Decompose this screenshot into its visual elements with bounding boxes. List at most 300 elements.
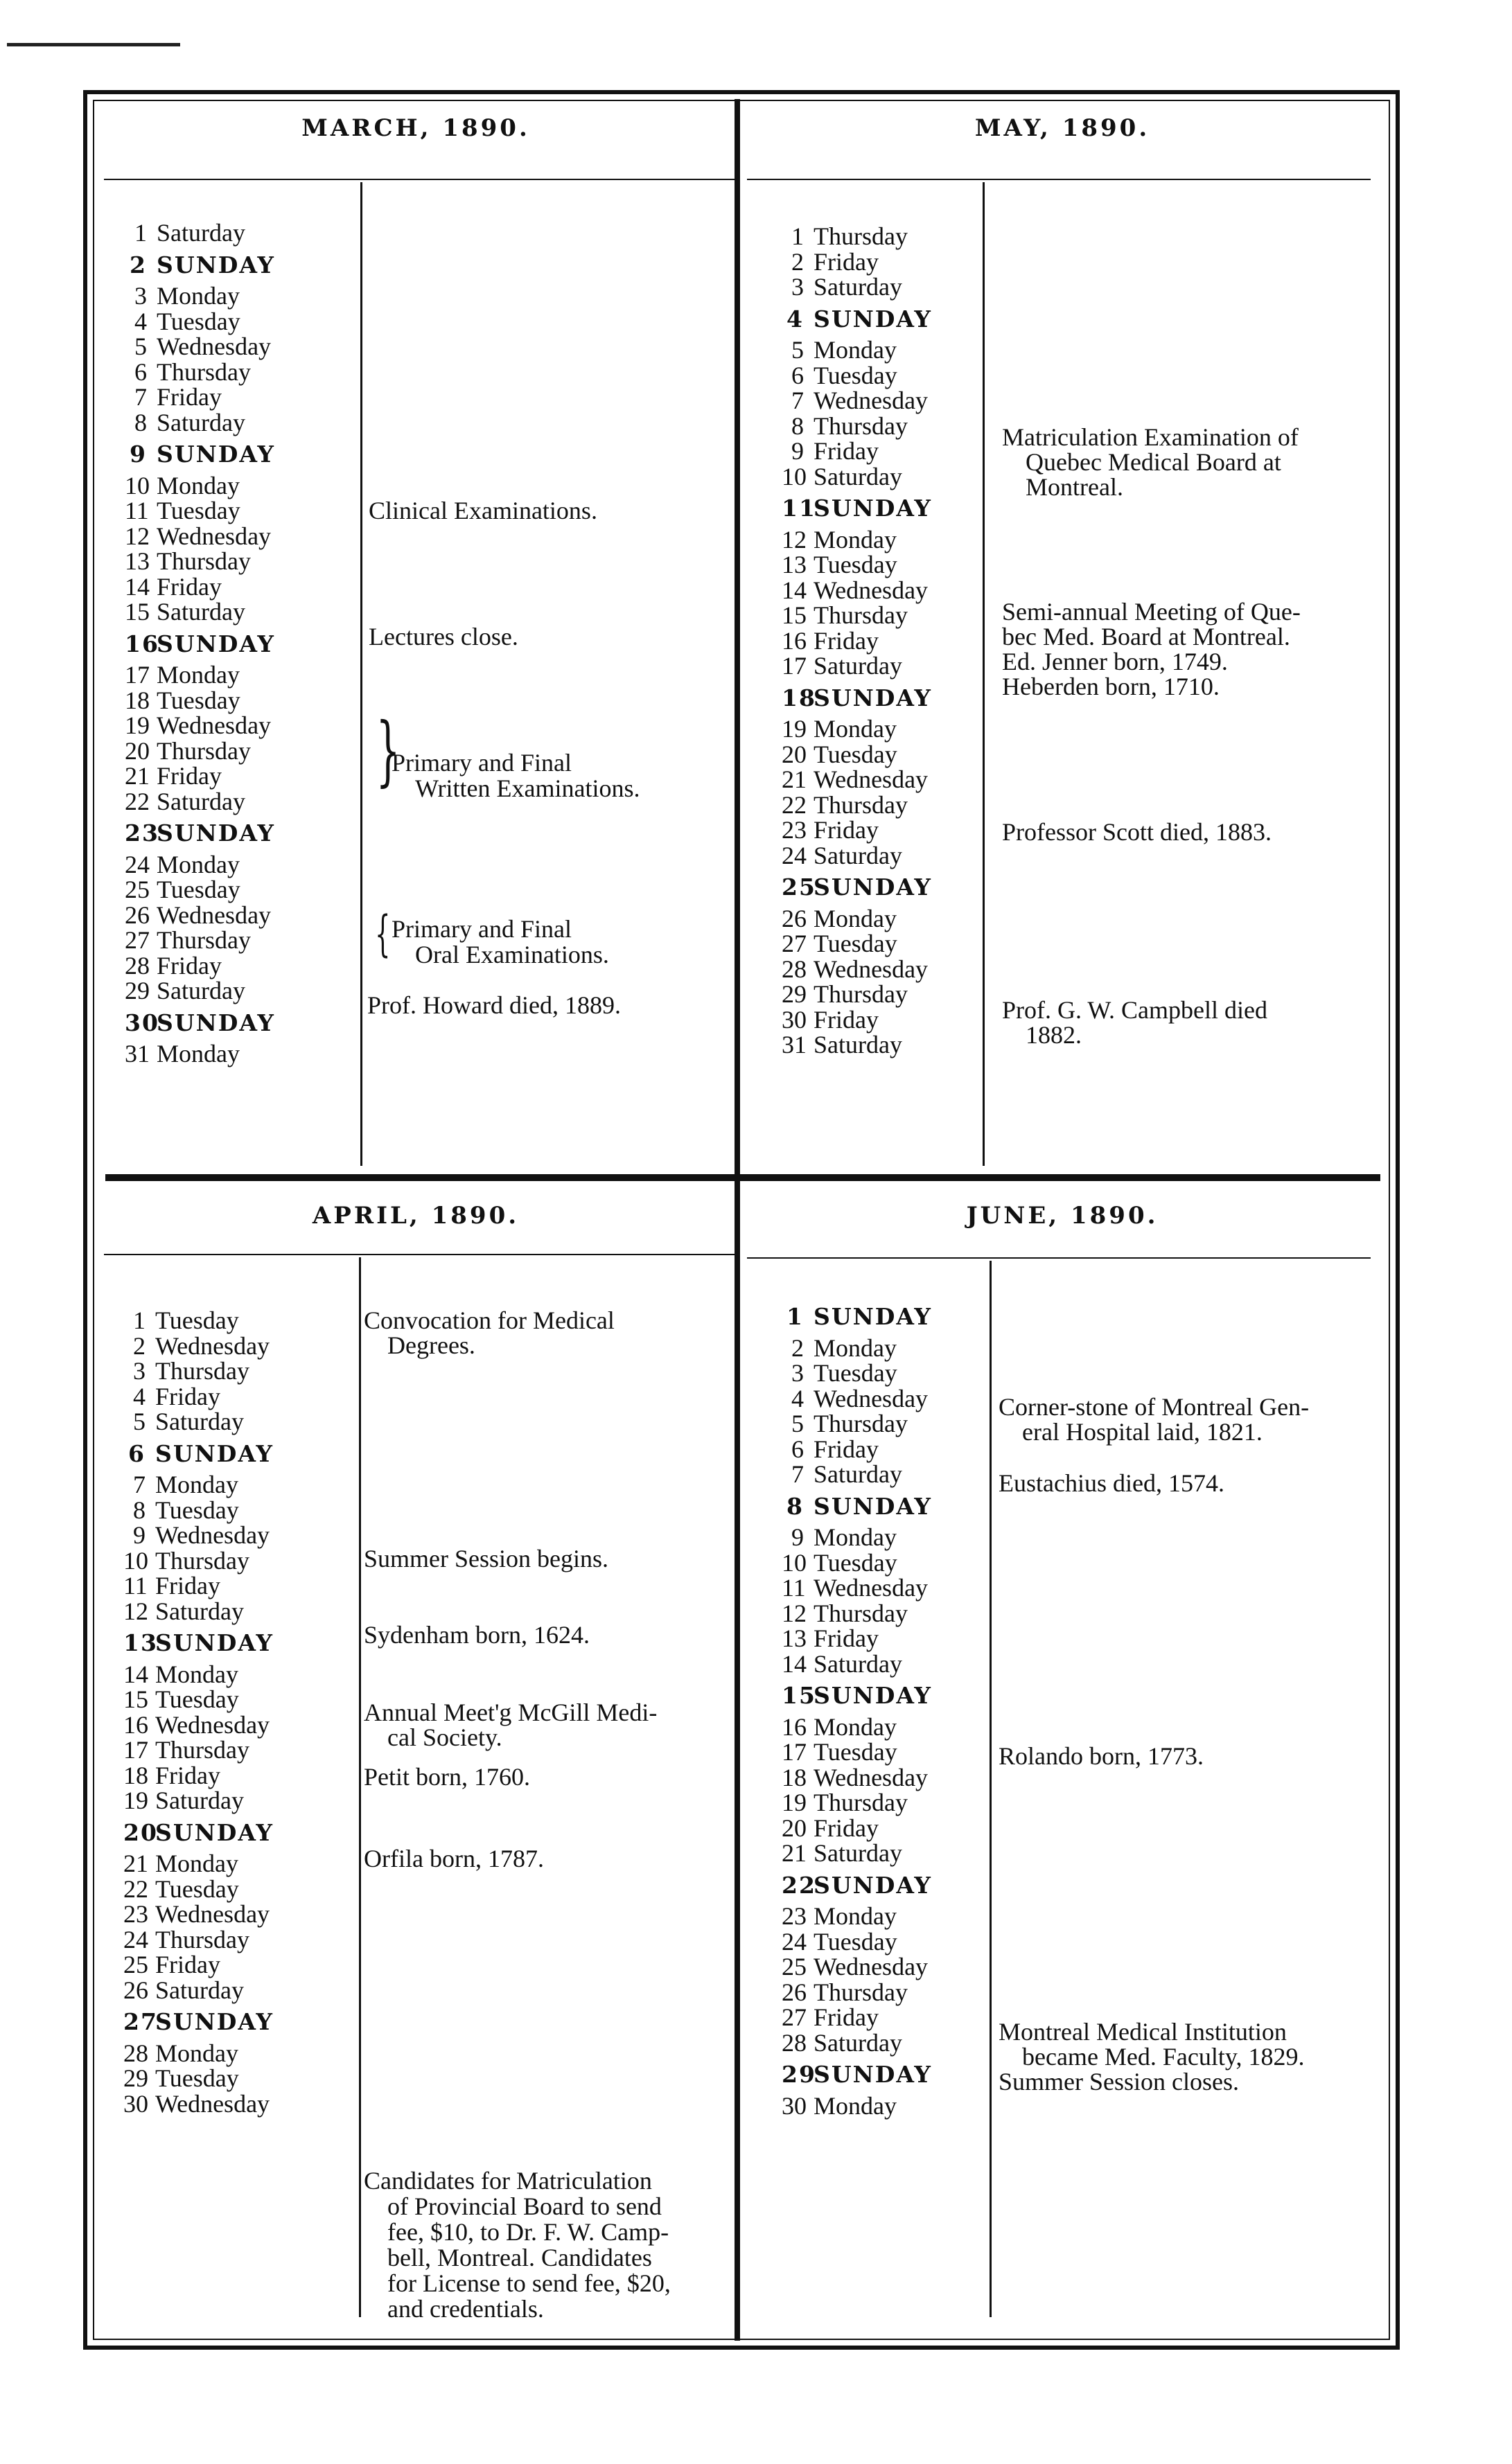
day-row xyxy=(782,982,932,1007)
event-annual-line2: cal Society. xyxy=(387,1723,502,1751)
day-number: 11 xyxy=(782,1574,806,1602)
day-name: Tuesday xyxy=(155,1874,239,1903)
event-campbell-line2: 1882. xyxy=(1026,1021,1082,1049)
day-name: Monday xyxy=(814,336,897,364)
day-row xyxy=(125,410,275,436)
day-row xyxy=(125,574,275,600)
day-row xyxy=(782,1437,932,1462)
day-number: 16 xyxy=(125,630,159,657)
day-row xyxy=(782,1626,932,1651)
day-row xyxy=(782,578,932,603)
day-number: 14 xyxy=(123,1660,148,1688)
day-row xyxy=(125,384,275,410)
day-number: 1 xyxy=(133,1306,146,1334)
day-number: 13 xyxy=(782,551,807,578)
day-number: 10 xyxy=(123,1546,148,1575)
day-row xyxy=(123,1358,274,1384)
day-row xyxy=(125,928,275,953)
event-cand-line4: bell, Montreal. Candidates xyxy=(387,2244,652,2271)
day-name: SUNDAY xyxy=(155,1439,274,1467)
event-written xyxy=(392,750,640,801)
day-number: 4 xyxy=(791,1384,804,1412)
sunday-row xyxy=(125,821,275,847)
day-name: SUNDAY xyxy=(814,684,932,711)
top-left-smudge xyxy=(7,43,180,46)
day-name: Tuesday xyxy=(157,497,240,524)
day-number: 17 xyxy=(782,652,807,680)
day-name: SUNDAY xyxy=(814,305,932,333)
day-name: Wednesday xyxy=(814,576,929,604)
day-row xyxy=(782,742,932,768)
sunday-row xyxy=(782,875,932,901)
day-number: 19 xyxy=(125,711,150,739)
day-name: Friday xyxy=(155,1572,220,1599)
day-number: 10 xyxy=(782,462,807,490)
month-title: APRIL, 1890. xyxy=(312,1202,520,1230)
day-number: 18 xyxy=(125,686,150,714)
day-number: 7 xyxy=(134,383,147,411)
day-number: 10 xyxy=(125,471,150,499)
day-name: Monday xyxy=(814,1712,897,1741)
event-oral-line2: Oral Examinations. xyxy=(415,941,609,968)
event-lectures: Lectures close. xyxy=(369,623,518,650)
event-semi-annual xyxy=(1002,599,1301,699)
day-row xyxy=(782,527,932,553)
day-number: 2 xyxy=(133,1331,146,1360)
event-orfila: Orfila born, 1787. xyxy=(364,1845,544,1872)
day-row xyxy=(782,1765,932,1791)
day-name: Thursday xyxy=(155,1925,249,1953)
event-cand-line3: fee, $10, to Dr. F. W. Camp- xyxy=(387,2218,669,2246)
sunday-row xyxy=(123,2010,274,2035)
event-semi-line1: Semi-annual Meeting of Que- xyxy=(1002,598,1301,626)
day-name: Wednesday xyxy=(157,522,272,550)
day-name: Tuesday xyxy=(155,1496,239,1524)
day-number: 5 xyxy=(134,333,147,360)
day-name: Friday xyxy=(157,762,222,790)
day-row xyxy=(782,1360,932,1386)
day-number: 3 xyxy=(791,273,804,301)
sunday-row xyxy=(125,253,275,278)
day-name: Saturday xyxy=(155,1408,244,1435)
day-name: Monday xyxy=(157,282,240,310)
month-title: MAY, 1890. xyxy=(974,114,1150,142)
day-row xyxy=(125,549,275,574)
event-scott: Professor Scott died, 1883. xyxy=(1002,818,1272,846)
day-row xyxy=(123,1384,274,1410)
day-row xyxy=(125,220,275,246)
day-number: 12 xyxy=(782,1599,807,1627)
day-row xyxy=(782,957,932,982)
day-list xyxy=(782,224,932,1058)
day-number: 25 xyxy=(123,1951,148,1978)
day-number: 24 xyxy=(125,850,150,878)
day-number: 15 xyxy=(782,601,807,629)
day-name: Wednesday xyxy=(814,1763,929,1791)
day-row xyxy=(125,713,275,738)
day-number: 15 xyxy=(125,598,150,626)
day-number: 14 xyxy=(125,572,150,601)
event-inst-line1: Montreal Medical Institution xyxy=(999,2018,1287,2046)
day-row xyxy=(782,1411,932,1437)
day-row xyxy=(782,337,932,363)
day-row xyxy=(123,2091,274,2117)
day-row xyxy=(123,1523,274,1548)
day-row xyxy=(782,817,932,843)
event-clinical: Clinical Examinations. xyxy=(369,497,597,524)
day-number: 17 xyxy=(782,1738,807,1766)
april-section xyxy=(97,1181,735,2345)
day-name: Saturday xyxy=(814,652,902,680)
day-number: 25 xyxy=(125,876,150,903)
day-number: 17 xyxy=(123,1736,148,1764)
day-name: Wednesday xyxy=(814,1574,929,1602)
day-number: 21 xyxy=(123,1850,148,1877)
event-matriculation xyxy=(1002,425,1299,499)
day-name: Wednesday xyxy=(155,2089,270,2118)
day-name: Monday xyxy=(155,1850,238,1877)
day-number: 9 xyxy=(133,1521,146,1549)
day-name: Thursday xyxy=(814,1599,908,1627)
day-name: Wednesday xyxy=(155,1521,270,1549)
sunday-row xyxy=(782,2062,932,2088)
day-number: 24 xyxy=(123,1925,148,1953)
day-number: 27 xyxy=(782,930,807,957)
day-row xyxy=(782,1575,932,1601)
day-number: 6 xyxy=(128,1439,146,1467)
day-name: Thursday xyxy=(814,222,908,250)
day-number: 27 xyxy=(123,2008,158,2035)
day-row xyxy=(782,603,932,628)
event-candidates xyxy=(364,2168,671,2322)
sunday-row xyxy=(125,442,275,468)
day-name: Saturday xyxy=(155,1787,244,1814)
day-row xyxy=(125,334,275,360)
day-number: 22 xyxy=(125,787,150,815)
day-row xyxy=(123,1712,274,1738)
event-matric-line3: Montreal. xyxy=(1026,473,1123,501)
day-row xyxy=(123,1902,274,1927)
day-row xyxy=(125,662,275,688)
event-summer-begins: Summer Session begins. xyxy=(364,1545,609,1572)
day-number: 21 xyxy=(782,1839,807,1867)
day-name: Saturday xyxy=(155,1976,244,2004)
event-campbell-line1: Prof. G. W. Campbell died xyxy=(1002,996,1267,1024)
day-name: Thursday xyxy=(155,1736,249,1764)
day-row xyxy=(782,2030,932,2056)
day-row xyxy=(782,1841,932,1866)
event-written-line1: Primary and Final xyxy=(392,749,572,777)
day-row xyxy=(123,1599,274,1624)
day-name: Monday xyxy=(157,661,240,689)
day-name: SUNDAY xyxy=(814,874,932,901)
day-name: SUNDAY xyxy=(814,1492,932,1520)
sunday-row xyxy=(782,1873,932,1899)
day-row xyxy=(123,1333,274,1359)
day-row xyxy=(125,978,275,1004)
day-row xyxy=(125,498,275,524)
event-column-rule xyxy=(359,1257,361,2317)
day-number: 12 xyxy=(125,522,150,550)
day-number: 20 xyxy=(123,1818,158,1846)
day-name: Thursday xyxy=(155,1546,249,1575)
day-row xyxy=(123,1874,274,1903)
day-number: 19 xyxy=(782,715,807,743)
day-name: SUNDAY xyxy=(814,1871,932,1899)
day-list xyxy=(782,1297,932,2118)
day-name: SUNDAY xyxy=(814,2061,932,2088)
day-name: Friday xyxy=(155,1951,220,1978)
day-number: 24 xyxy=(782,841,807,869)
day-row xyxy=(123,1851,274,1877)
day-number: 15 xyxy=(782,1682,816,1709)
sunday-row xyxy=(782,307,932,333)
day-name: SUNDAY xyxy=(157,441,275,468)
day-row xyxy=(782,716,932,742)
event-corner-line2: eral Hospital laid, 1821. xyxy=(1022,1418,1263,1446)
day-name: Monday xyxy=(155,1660,238,1688)
day-row xyxy=(782,1954,932,1980)
day-row xyxy=(125,524,275,549)
day-number: 19 xyxy=(123,1787,148,1814)
day-row xyxy=(123,1927,274,1953)
day-number: 2 xyxy=(791,1333,804,1362)
day-number: 29 xyxy=(125,977,150,1004)
day-name: Thursday xyxy=(157,357,251,386)
day-number: 29 xyxy=(782,2061,816,2088)
brace-oral: { xyxy=(375,905,391,962)
day-name: Friday xyxy=(814,816,879,844)
event-convocation-line1: Convocation for Medical xyxy=(364,1306,615,1334)
day-number: 1 xyxy=(786,1303,804,1330)
day-name: Tuesday xyxy=(814,740,897,768)
event-eustachius: Eustachius died, 1574. xyxy=(999,1469,1224,1497)
day-number: 11 xyxy=(125,497,149,524)
day-row xyxy=(782,843,932,869)
day-name: Monday xyxy=(157,471,240,499)
day-name: Friday xyxy=(814,1624,879,1652)
day-number: 21 xyxy=(125,762,150,790)
day-name: Monday xyxy=(155,1471,238,1498)
day-row xyxy=(125,738,275,764)
day-name: Thursday xyxy=(814,790,908,819)
day-name: Friday xyxy=(814,437,879,465)
event-cand-line5: for License to send fee, $20, xyxy=(387,2269,671,2297)
event-campbell xyxy=(1002,998,1267,1047)
day-name: Wednesday xyxy=(157,711,272,739)
day-name: Saturday xyxy=(814,1460,902,1488)
day-row xyxy=(782,1714,932,1740)
day-row xyxy=(125,763,275,789)
day-name: SUNDAY xyxy=(814,495,932,522)
day-number: 4 xyxy=(134,307,147,335)
day-name: Wednesday xyxy=(155,1331,270,1360)
day-row xyxy=(123,1548,274,1574)
day-number: 30 xyxy=(782,1005,807,1034)
day-name: Thursday xyxy=(157,926,251,954)
event-column-rule xyxy=(360,182,362,1166)
event-corner-line1: Corner-stone of Montreal Gen- xyxy=(999,1393,1310,1421)
day-name: Saturday xyxy=(814,1839,902,1867)
day-name: Thursday xyxy=(814,980,908,1008)
day-name: Saturday xyxy=(157,977,245,1004)
day-name: Saturday xyxy=(157,219,245,247)
day-name: Thursday xyxy=(814,1410,908,1437)
day-number: 5 xyxy=(791,1410,804,1437)
day-name: Monday xyxy=(814,715,897,743)
day-name: Monday xyxy=(155,2039,238,2067)
may-section xyxy=(740,99,1384,1173)
day-row xyxy=(782,1739,932,1765)
event-annual-meeting xyxy=(364,1700,657,1750)
day-row xyxy=(782,1929,932,1955)
day-name: Thursday xyxy=(814,1789,908,1816)
day-row xyxy=(123,1788,274,1814)
day-number: 30 xyxy=(782,2091,807,2120)
day-name: Monday xyxy=(814,1333,897,1362)
day-name: SUNDAY xyxy=(814,1303,932,1330)
day-number: 2 xyxy=(130,251,147,278)
day-number: 23 xyxy=(125,819,159,847)
day-name: Wednesday xyxy=(814,955,929,983)
day-number: 1 xyxy=(134,219,147,247)
day-number: 21 xyxy=(782,765,807,793)
sunday-row xyxy=(782,1494,932,1520)
day-row xyxy=(782,363,932,389)
day-row xyxy=(123,1952,274,1978)
day-number: 13 xyxy=(125,547,150,575)
day-number: 3 xyxy=(134,282,147,310)
day-name: Friday xyxy=(814,1005,879,1034)
event-howard: Prof. Howard died, 1889. xyxy=(367,991,621,1019)
day-name: Friday xyxy=(155,1761,220,1789)
june-section xyxy=(740,1181,1384,2345)
day-number: 18 xyxy=(782,1763,807,1791)
day-number: 17 xyxy=(125,661,150,689)
day-number: 12 xyxy=(782,525,807,553)
day-row xyxy=(782,1007,932,1033)
event-sydenham: Sydenham born, 1624. xyxy=(364,1621,590,1649)
day-number: 6 xyxy=(134,357,147,386)
day-row xyxy=(782,1790,932,1816)
sunday-row xyxy=(123,1631,274,1656)
day-number: 22 xyxy=(782,790,807,819)
day-name: Friday xyxy=(814,1435,879,1463)
day-row xyxy=(782,1980,932,2005)
day-row xyxy=(782,1816,932,1841)
sunday-row xyxy=(782,496,932,522)
event-column-rule xyxy=(983,182,985,1166)
day-name: Wednesday xyxy=(814,387,929,414)
day-row xyxy=(125,688,275,714)
day-name: SUNDAY xyxy=(155,1818,274,1846)
day-number: 27 xyxy=(782,2003,807,2031)
day-number: 22 xyxy=(123,1874,148,1903)
day-row xyxy=(782,249,932,275)
day-number: 31 xyxy=(125,1040,150,1067)
day-row xyxy=(125,877,275,903)
sunday-row xyxy=(123,1439,274,1467)
day-name: Wednesday xyxy=(155,1710,270,1739)
event-written-line2: Written Examinations. xyxy=(415,774,640,802)
month-title: JUNE, 1890. xyxy=(966,1202,1159,1230)
day-number: 2 xyxy=(791,247,804,276)
day-number: 12 xyxy=(123,1597,148,1625)
day-number: 8 xyxy=(791,411,804,440)
day-number: 13 xyxy=(123,1629,158,1656)
sunday-row xyxy=(123,1820,274,1846)
day-name: Friday xyxy=(814,2003,879,2031)
day-name: Tuesday xyxy=(814,1738,897,1766)
day-number: 26 xyxy=(782,904,807,932)
day-row xyxy=(782,2005,932,2030)
brace-written: } xyxy=(376,706,401,795)
day-row xyxy=(782,274,932,300)
day-name: Saturday xyxy=(814,273,902,301)
vertical-divider xyxy=(735,99,740,2341)
day-number: 18 xyxy=(782,684,816,711)
day-row xyxy=(125,1041,275,1067)
day-number: 30 xyxy=(123,2089,148,2118)
day-row xyxy=(125,903,275,928)
day-number: 22 xyxy=(782,1871,816,1899)
day-name: Wednesday xyxy=(157,901,272,929)
day-row xyxy=(125,357,275,386)
day-number: 27 xyxy=(125,926,150,954)
day-row xyxy=(123,1472,274,1498)
event-semi-line2: bec Med. Board at Montreal. xyxy=(1002,623,1290,650)
day-number: 1 xyxy=(791,222,804,250)
day-name: SUNDAY xyxy=(157,251,275,278)
day-number: 14 xyxy=(782,1649,807,1678)
day-name: Saturday xyxy=(814,1031,902,1058)
event-cand-line2: of Provincial Board to send xyxy=(387,2192,662,2220)
day-row xyxy=(123,1409,274,1435)
day-row xyxy=(125,789,275,815)
day-list xyxy=(125,220,275,1067)
day-number: 31 xyxy=(782,1031,807,1058)
day-number: 28 xyxy=(125,951,150,980)
day-row xyxy=(123,1687,274,1712)
day-name: Saturday xyxy=(157,598,245,626)
day-number: 7 xyxy=(791,1460,804,1488)
day-number: 6 xyxy=(791,361,804,389)
day-name: Tuesday xyxy=(157,307,240,335)
day-row xyxy=(125,283,275,309)
day-number: 29 xyxy=(123,2064,148,2092)
day-row xyxy=(782,2093,932,2119)
day-row xyxy=(125,599,275,625)
day-number: 30 xyxy=(125,1009,159,1036)
day-number: 26 xyxy=(782,1978,807,2006)
day-name: Thursday xyxy=(814,411,908,440)
day-name: Tuesday xyxy=(814,361,897,389)
day-number: 9 xyxy=(130,441,147,468)
day-name: Monday xyxy=(157,850,240,878)
day-row xyxy=(782,1651,932,1677)
day-number: 5 xyxy=(791,336,804,364)
day-name: Saturday xyxy=(814,1649,902,1678)
day-number: 3 xyxy=(791,1359,804,1387)
day-name: Friday xyxy=(814,1814,879,1842)
day-row xyxy=(782,1904,932,1929)
event-oral-line1: Primary and Final xyxy=(392,915,572,943)
day-name: Wednesday xyxy=(157,333,272,360)
day-number: 29 xyxy=(782,980,807,1008)
day-name: SUNDAY xyxy=(157,1009,275,1036)
day-list xyxy=(123,1308,274,2116)
title-rule xyxy=(104,179,735,180)
